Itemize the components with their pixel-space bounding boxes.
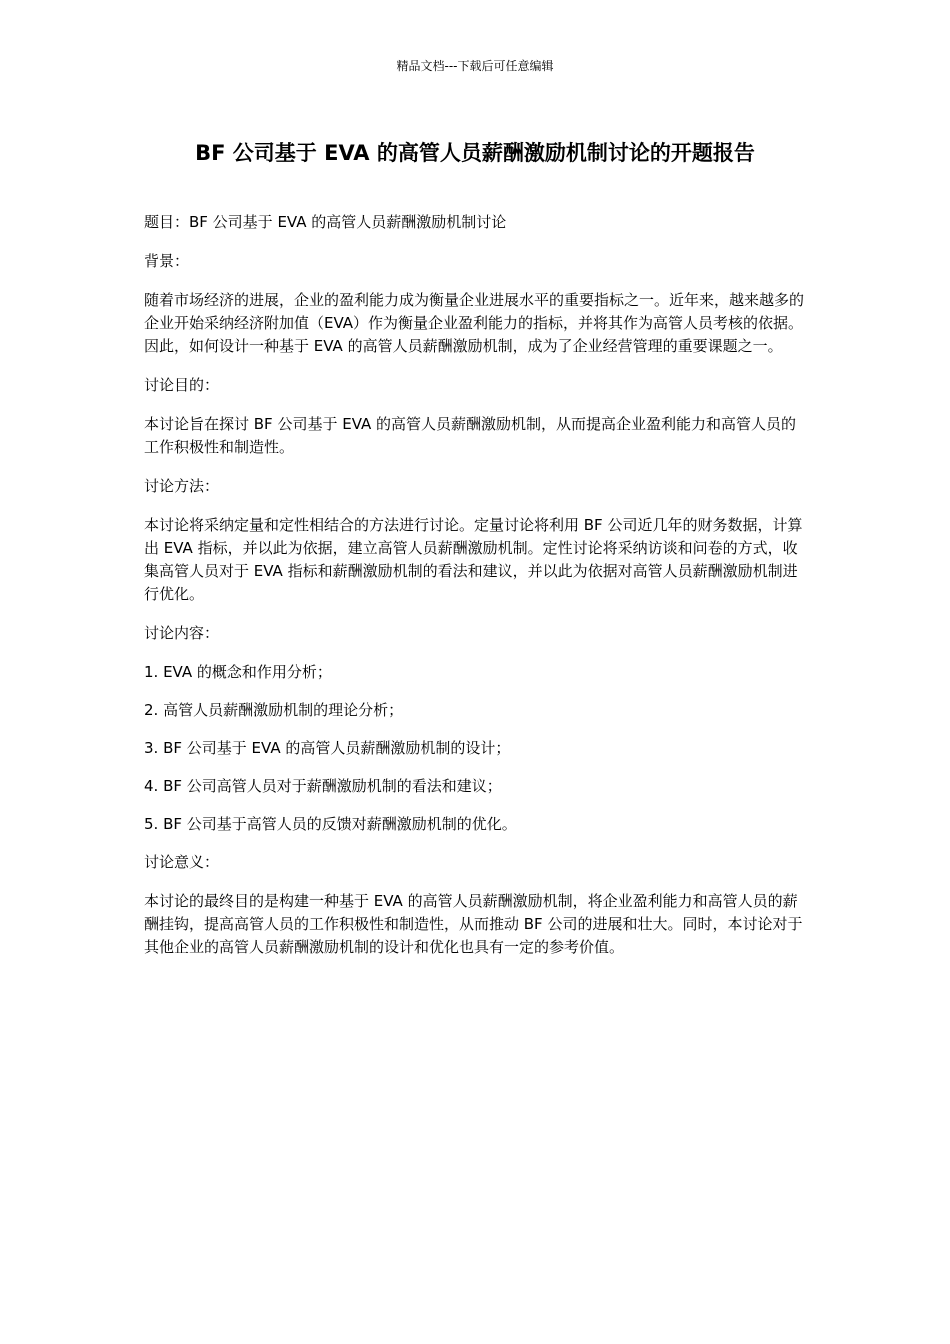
section-heading-background: 背景： <box>144 252 190 270</box>
section-heading-significance: 讨论意义： <box>144 853 220 871</box>
section-heading-content: 讨论内容： <box>144 624 220 642</box>
purpose-paragraph: 本讨论旨在探讨 BF 公司基于 EVA 的高管人员薪酬激励机制，从而提高企业盈利能力和高管人员的工作积极性和制造性。 <box>144 415 797 456</box>
content-list-item: 3. BF 公司基于 EVA 的高管人员薪酬激励机制的设计； <box>144 739 511 757</box>
section-heading-purpose: 讨论目的： <box>144 376 220 394</box>
document-title: BF 公司基于 EVA 的高管人员薪酬激励机制讨论的开题报告 <box>195 141 755 165</box>
topic-line: 题目：BF 公司基于 EVA 的高管人员薪酬激励机制讨论 <box>144 213 507 231</box>
content-list-item: 2. 高管人员薪酬激励机制的理论分析； <box>144 701 404 719</box>
method-paragraph: 本讨论将采纳定量和定性相结合的方法进行讨论。定量讨论将利用 BF 公司近几年的财务数据，计算出 EVA 指标，并以此为依据，建立高管人员薪酬激励机制。定性讨论将采纳访谈和问卷的方式，收集高管人员对于 EVA 指标和薪酬激励机制的看法和建议，并以此为依据对高管人员薪酬激励机制进行优化。 <box>144 516 803 603</box>
content-list-item: 5. BF 公司基于高管人员的反馈对薪酬激励机制的优化。 <box>144 815 517 833</box>
significance-paragraph: 本讨论的最终目的是构建一种基于 EVA 的高管人员薪酬激励机制，将企业盈利能力和高管人员的薪酬挂钩，提高高管人员的工作积极性和制造性，从而推动 BF 公司的进展和壮大。同时，本讨论对于其他企业的高管人员薪酬激励机制的设计和优化也具有一定的参考价值。 <box>144 892 803 956</box>
section-heading-method: 讨论方法： <box>144 477 220 495</box>
page-header: 精品文档---下载后可任意编辑 <box>396 59 554 73</box>
content-list-item: 1. EVA 的概念和作用分析； <box>144 663 332 681</box>
content-list-item: 4. BF 公司高管人员对于薪酬激励机制的看法和建议； <box>144 777 502 795</box>
document-body <box>144 211 809 975</box>
background-paragraph: 随着市场经济的进展，企业的盈利能力成为衡量企业进展水平的重要指标之一。近年来，越来越多的企业开始采纳经济附加值（EVA）作为衡量企业盈利能力的指标，并将其作为高管人员考核的依据。因此，如何设计一种基于 EVA 的高管人员薪酬激励机制，成为了企业经营管理的重要课题之一。 <box>144 291 805 355</box>
